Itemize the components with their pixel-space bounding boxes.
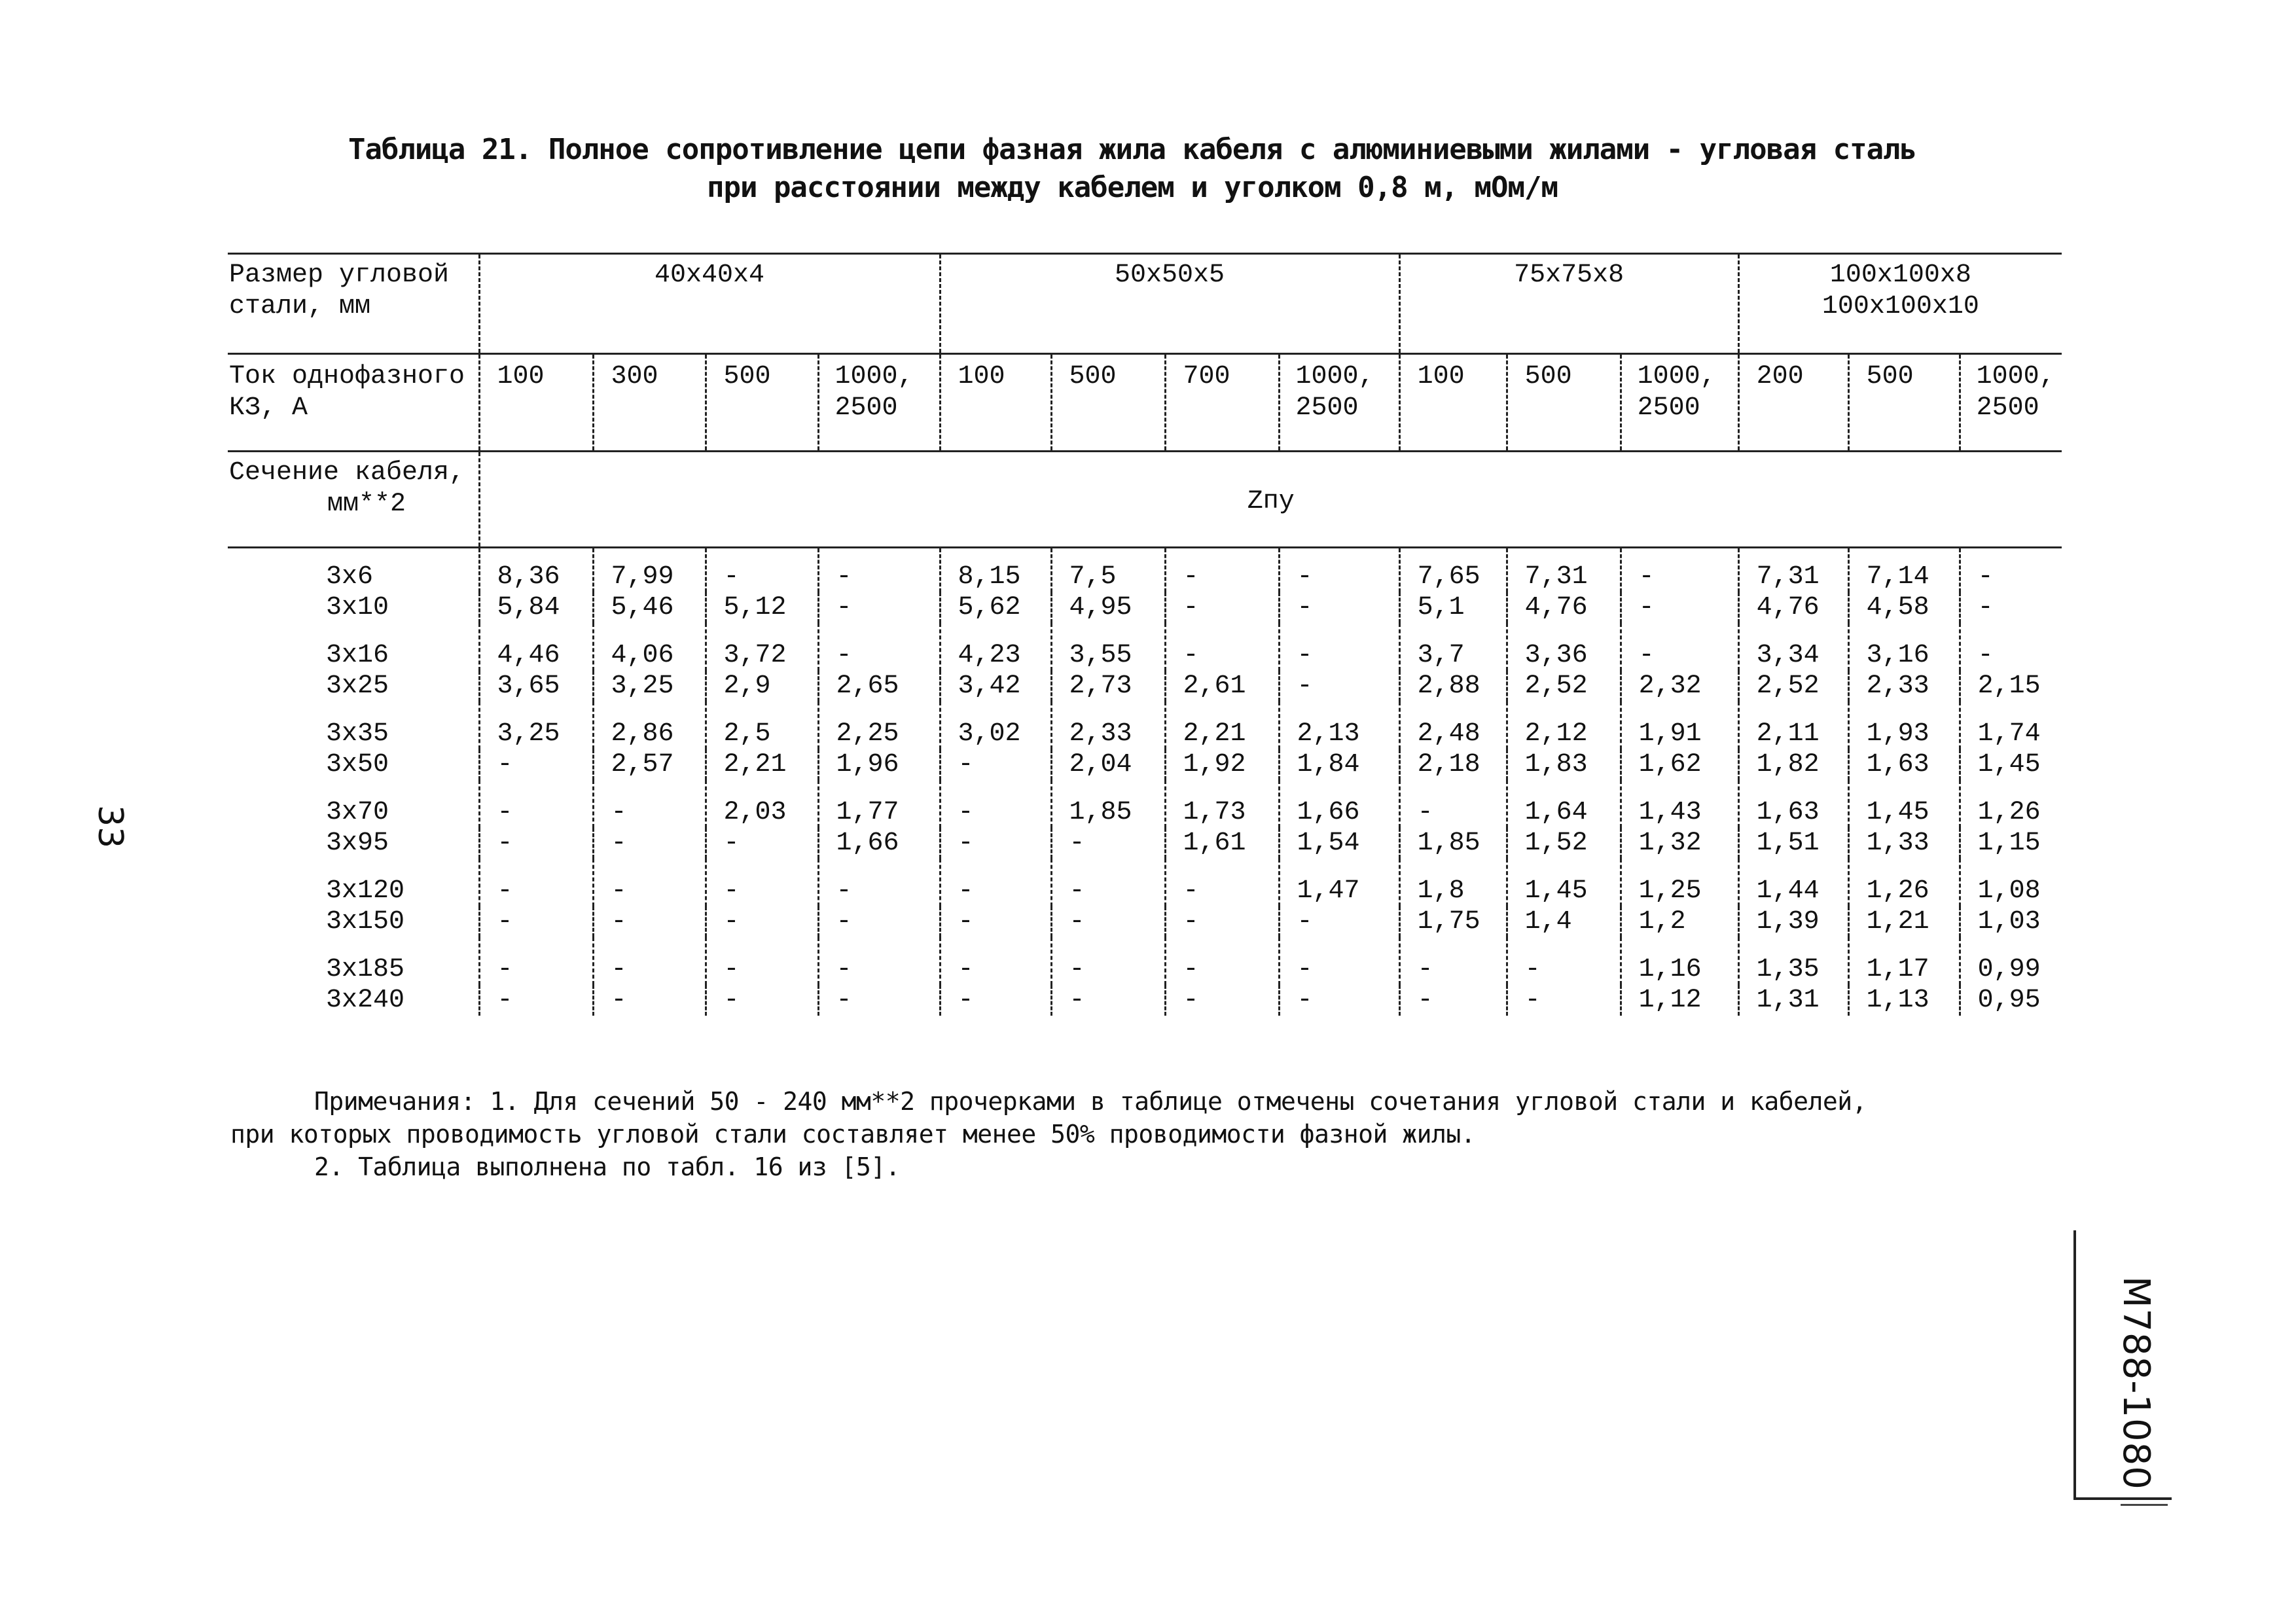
value-cell: - xyxy=(706,906,818,937)
value-cell: - xyxy=(1621,623,1738,671)
value-cell: - xyxy=(1165,937,1279,985)
value-cell: - xyxy=(1165,906,1279,937)
value-cell: 1,39 xyxy=(1738,906,1848,937)
value-cell: 1,51 xyxy=(1738,828,1848,859)
value-cell: - xyxy=(818,623,940,671)
value-cell: - xyxy=(818,985,940,1016)
header-row-size xyxy=(228,254,2062,354)
current-header-12: 200 xyxy=(1738,354,1848,452)
value-cell: - xyxy=(1279,623,1399,671)
value-cell: 1,64 xyxy=(1507,780,1621,828)
value-cell: - xyxy=(1507,985,1621,1016)
value-cell: - xyxy=(1051,937,1165,985)
value-cell: 3,36 xyxy=(1507,623,1621,671)
value-cell: 5,46 xyxy=(593,592,706,623)
value-cell: - xyxy=(593,906,706,937)
value-cell: 2,86 xyxy=(593,702,706,749)
stamp-frame-underline xyxy=(2121,1504,2168,1506)
value-cell: - xyxy=(593,937,706,985)
value-cell: 1,47 xyxy=(1279,859,1399,906)
section-label: Сечение кабеля, мм**2 xyxy=(228,452,479,548)
value-cell: 2,32 xyxy=(1621,671,1738,702)
value-cell: - xyxy=(1960,592,2062,623)
value-cell: 1,92 xyxy=(1165,749,1279,780)
value-cell: - xyxy=(1165,592,1279,623)
value-cell: 1,13 xyxy=(1848,985,1960,1016)
value-cell: - xyxy=(479,780,593,828)
current-header-2: 300 xyxy=(593,354,706,452)
value-cell: 2,61 xyxy=(1165,671,1279,702)
value-cell: 2,12 xyxy=(1507,702,1621,749)
table-row xyxy=(228,623,2062,671)
size-header-3: 75x75x8 xyxy=(1399,254,1738,354)
title-line-2: при расстоянии между кабелем и уголком 0,8 м, мОм/м xyxy=(706,171,1558,204)
table-row xyxy=(228,749,2062,780)
table-row xyxy=(228,859,2062,906)
value-cell: 1,45 xyxy=(1960,749,2062,780)
value-cell: 4,76 xyxy=(1738,592,1848,623)
value-cell: 1,63 xyxy=(1848,749,1960,780)
value-cell: 3,42 xyxy=(940,671,1051,702)
value-cell: - xyxy=(818,906,940,937)
value-cell: 1,12 xyxy=(1621,985,1738,1016)
value-cell: - xyxy=(1960,548,2062,593)
value-cell: - xyxy=(940,985,1051,1016)
value-cell: 3,02 xyxy=(940,702,1051,749)
value-cell: - xyxy=(706,985,818,1016)
value-cell: 1,96 xyxy=(818,749,940,780)
stamp-frame-vertical xyxy=(2073,1230,2076,1500)
value-cell: 1,66 xyxy=(1279,780,1399,828)
size-label: Размер угловой стали, мм xyxy=(228,254,479,354)
value-cell: 2,03 xyxy=(706,780,818,828)
value-cell: 2,73 xyxy=(1051,671,1165,702)
value-cell: 1,84 xyxy=(1279,749,1399,780)
value-cell: 7,31 xyxy=(1507,548,1621,593)
value-cell: - xyxy=(940,937,1051,985)
value-cell: 3,34 xyxy=(1738,623,1848,671)
current-header-6: 500 xyxy=(1051,354,1165,452)
current-header-10: 500 xyxy=(1507,354,1621,452)
stamp-frame-horizontal xyxy=(2073,1497,2172,1500)
value-cell: - xyxy=(940,828,1051,859)
value-cell: 1,15 xyxy=(1960,828,2062,859)
value-cell: 5,12 xyxy=(706,592,818,623)
value-cell: 1,85 xyxy=(1399,828,1507,859)
section-cell: 3x240 xyxy=(326,986,405,1015)
value-cell: 4,23 xyxy=(940,623,1051,671)
value-cell: 5,62 xyxy=(940,592,1051,623)
value-cell: 1,26 xyxy=(1848,859,1960,906)
value-cell: - xyxy=(479,985,593,1016)
current-header-5: 100 xyxy=(940,354,1051,452)
value-cell: - xyxy=(479,828,593,859)
resistance-table xyxy=(228,253,2062,1016)
document-code: М788-1080 xyxy=(2115,1276,2157,1490)
value-cell: 2,11 xyxy=(1738,702,1848,749)
value-cell: 4,58 xyxy=(1848,592,1960,623)
value-cell: - xyxy=(1051,985,1165,1016)
value-cell: - xyxy=(479,937,593,985)
size-header-4: 100x100x8 100x100x10 xyxy=(1738,254,2062,354)
section-cell: 3x6 xyxy=(326,562,374,592)
value-cell: 2,33 xyxy=(1848,671,1960,702)
value-cell: - xyxy=(1165,623,1279,671)
table-row xyxy=(228,548,2062,593)
header-row-current xyxy=(228,354,2062,452)
value-cell: - xyxy=(1279,937,1399,985)
value-cell: 2,52 xyxy=(1738,671,1848,702)
size-header-2: 50x50x5 xyxy=(940,254,1399,354)
value-cell: 2,25 xyxy=(818,702,940,749)
section-cell: 3x35 xyxy=(326,719,389,749)
value-cell: 3,55 xyxy=(1051,623,1165,671)
notes xyxy=(230,1085,2056,1183)
value-cell: 1,74 xyxy=(1960,702,2062,749)
value-cell: 1,93 xyxy=(1848,702,1960,749)
value-cell: - xyxy=(1279,592,1399,623)
value-cell: 1,91 xyxy=(1621,702,1738,749)
value-cell: 1,8 xyxy=(1399,859,1507,906)
value-cell: 0,95 xyxy=(1960,985,2062,1016)
value-cell: 3,25 xyxy=(479,702,593,749)
table-row xyxy=(228,702,2062,749)
value-cell: 1,82 xyxy=(1738,749,1848,780)
value-cell: 1,85 xyxy=(1051,780,1165,828)
value-cell: 3,25 xyxy=(593,671,706,702)
value-cell: - xyxy=(1399,985,1507,1016)
value-cell: 1,16 xyxy=(1621,937,1738,985)
value-cell: - xyxy=(940,859,1051,906)
value-cell: 2,18 xyxy=(1399,749,1507,780)
value-cell: 5,1 xyxy=(1399,592,1507,623)
value-cell: - xyxy=(818,937,940,985)
section-cell: 3x10 xyxy=(326,593,389,622)
value-cell: - xyxy=(1051,828,1165,859)
note-2: 2. Таблица выполнена по табл. 16 из [5]. xyxy=(314,1152,901,1181)
value-cell: 0,99 xyxy=(1960,937,2062,985)
value-cell: - xyxy=(706,937,818,985)
value-cell: 3,65 xyxy=(479,671,593,702)
table-row xyxy=(228,937,2062,985)
value-cell: - xyxy=(1165,985,1279,1016)
section-cell: 3x16 xyxy=(326,641,389,670)
section-cell: 3x150 xyxy=(326,907,405,936)
value-cell: - xyxy=(479,859,593,906)
value-cell: - xyxy=(1051,906,1165,937)
size-header-1: 40x40x4 xyxy=(479,254,940,354)
current-header-9: 100 xyxy=(1399,354,1507,452)
table-row xyxy=(228,780,2062,828)
value-cell: 2,33 xyxy=(1051,702,1165,749)
value-cell: 2,5 xyxy=(706,702,818,749)
current-header-3: 500 xyxy=(706,354,818,452)
value-cell: 7,31 xyxy=(1738,548,1848,593)
current-header-13: 500 xyxy=(1848,354,1960,452)
current-header-14: 1000, 2500 xyxy=(1960,354,2062,452)
section-cell: 3x50 xyxy=(326,750,389,779)
value-cell: 5,84 xyxy=(479,592,593,623)
value-cell: 7,65 xyxy=(1399,548,1507,593)
value-cell: - xyxy=(1960,623,2062,671)
value-cell: - xyxy=(818,548,940,593)
value-cell: - xyxy=(593,780,706,828)
value-cell: 2,13 xyxy=(1279,702,1399,749)
current-header-4: 1000, 2500 xyxy=(818,354,940,452)
value-cell: 1,61 xyxy=(1165,828,1279,859)
value-cell: - xyxy=(479,906,593,937)
current-header-1: 100 xyxy=(479,354,593,452)
value-cell: 1,73 xyxy=(1165,780,1279,828)
value-cell: 1,08 xyxy=(1960,859,2062,906)
section-cell: 3x25 xyxy=(326,671,389,701)
value-cell: 2,04 xyxy=(1051,749,1165,780)
header-row-section xyxy=(228,452,2062,548)
value-cell: - xyxy=(593,985,706,1016)
value-cell: 1,21 xyxy=(1848,906,1960,937)
section-cell: 3x185 xyxy=(326,955,405,984)
value-cell: 7,99 xyxy=(593,548,706,593)
value-cell: 2,9 xyxy=(706,671,818,702)
value-cell: - xyxy=(1279,906,1399,937)
value-cell: 1,03 xyxy=(1960,906,2062,937)
value-cell: - xyxy=(706,548,818,593)
current-header-7: 700 xyxy=(1165,354,1279,452)
value-cell: 2,48 xyxy=(1399,702,1507,749)
value-cell: 1,66 xyxy=(818,828,940,859)
value-cell: 1,52 xyxy=(1507,828,1621,859)
value-cell: 1,62 xyxy=(1621,749,1738,780)
value-cell: 2,21 xyxy=(1165,702,1279,749)
value-cell: 1,35 xyxy=(1738,937,1848,985)
value-cell: 3,7 xyxy=(1399,623,1507,671)
value-cell: 1,4 xyxy=(1507,906,1621,937)
value-cell: 2,88 xyxy=(1399,671,1507,702)
value-cell: 8,15 xyxy=(940,548,1051,593)
title-line-1: Таблица 21. Полное сопротивление цепи фазная жила кабеля с алюминиевыми жилами - угловая сталь xyxy=(348,133,1917,166)
value-cell: - xyxy=(1399,937,1507,985)
value-cell: - xyxy=(818,859,940,906)
value-cell: - xyxy=(1279,985,1399,1016)
value-cell: - xyxy=(940,749,1051,780)
section-cell: 3x95 xyxy=(326,829,389,858)
value-cell: 7,5 xyxy=(1051,548,1165,593)
table-row xyxy=(228,592,2062,623)
value-cell: 1,2 xyxy=(1621,906,1738,937)
section-cell: 3x70 xyxy=(326,798,389,827)
value-cell: - xyxy=(706,828,818,859)
value-cell: 4,06 xyxy=(593,623,706,671)
value-cell: 4,46 xyxy=(479,623,593,671)
value-cell: 1,83 xyxy=(1507,749,1621,780)
value-cell: - xyxy=(940,780,1051,828)
value-cell: - xyxy=(1165,859,1279,906)
table-row xyxy=(228,828,2062,859)
value-cell: 4,76 xyxy=(1507,592,1621,623)
current-label: Ток однофазного КЗ, А xyxy=(228,354,479,452)
value-cell: 3,72 xyxy=(706,623,818,671)
value-cell: - xyxy=(1279,548,1399,593)
value-cell: - xyxy=(818,592,940,623)
value-cell: - xyxy=(593,828,706,859)
value-cell: - xyxy=(706,859,818,906)
value-cell: - xyxy=(1399,780,1507,828)
value-cell: 2,65 xyxy=(818,671,940,702)
table-row xyxy=(228,985,2062,1016)
value-cell: 2,57 xyxy=(593,749,706,780)
value-cell: 1,75 xyxy=(1399,906,1507,937)
value-cell: 1,43 xyxy=(1621,780,1738,828)
note-1-line-1: Примечания: 1. Для сечений 50 - 240 мм**2 прочерками в таблице отмечены сочетания угловой стали и кабелей, xyxy=(314,1087,1867,1116)
value-cell: 1,63 xyxy=(1738,780,1848,828)
value-cell: - xyxy=(1165,548,1279,593)
value-cell: 2,52 xyxy=(1507,671,1621,702)
value-cell: 3,16 xyxy=(1848,623,1960,671)
value-cell: 1,31 xyxy=(1738,985,1848,1016)
value-cell: 1,45 xyxy=(1507,859,1621,906)
value-cell: 1,45 xyxy=(1848,780,1960,828)
value-cell: - xyxy=(1279,671,1399,702)
value-cell: - xyxy=(1621,548,1738,593)
value-cell: 1,25 xyxy=(1621,859,1738,906)
value-cell: 2,21 xyxy=(706,749,818,780)
value-cell: 1,77 xyxy=(818,780,940,828)
value-cell: 2,15 xyxy=(1960,671,2062,702)
current-header-8: 1000, 2500 xyxy=(1279,354,1399,452)
value-cell: 1,32 xyxy=(1621,828,1738,859)
value-cell: 8,36 xyxy=(479,548,593,593)
value-cell: 1,54 xyxy=(1279,828,1399,859)
value-cell: - xyxy=(479,749,593,780)
value-cell: - xyxy=(940,906,1051,937)
value-symbol: Zпу xyxy=(479,452,2062,548)
value-cell: 1,26 xyxy=(1960,780,2062,828)
value-cell: - xyxy=(593,859,706,906)
table-row xyxy=(228,906,2062,937)
table-row xyxy=(228,671,2062,702)
value-cell: - xyxy=(1621,592,1738,623)
value-cell: 7,14 xyxy=(1848,548,1960,593)
note-1-line-2: при которых проводимость угловой стали составляет менее 50% проводимости фазной жилы. xyxy=(230,1120,1476,1149)
value-cell: - xyxy=(1507,937,1621,985)
table-title xyxy=(223,131,2042,207)
current-header-11: 1000, 2500 xyxy=(1621,354,1738,452)
value-cell: 1,17 xyxy=(1848,937,1960,985)
value-cell: 4,95 xyxy=(1051,592,1165,623)
value-cell: 1,44 xyxy=(1738,859,1848,906)
section-cell: 3x120 xyxy=(326,876,405,906)
value-cell: - xyxy=(1051,859,1165,906)
value-cell: 1,33 xyxy=(1848,828,1960,859)
page-number: 33 xyxy=(90,805,130,849)
